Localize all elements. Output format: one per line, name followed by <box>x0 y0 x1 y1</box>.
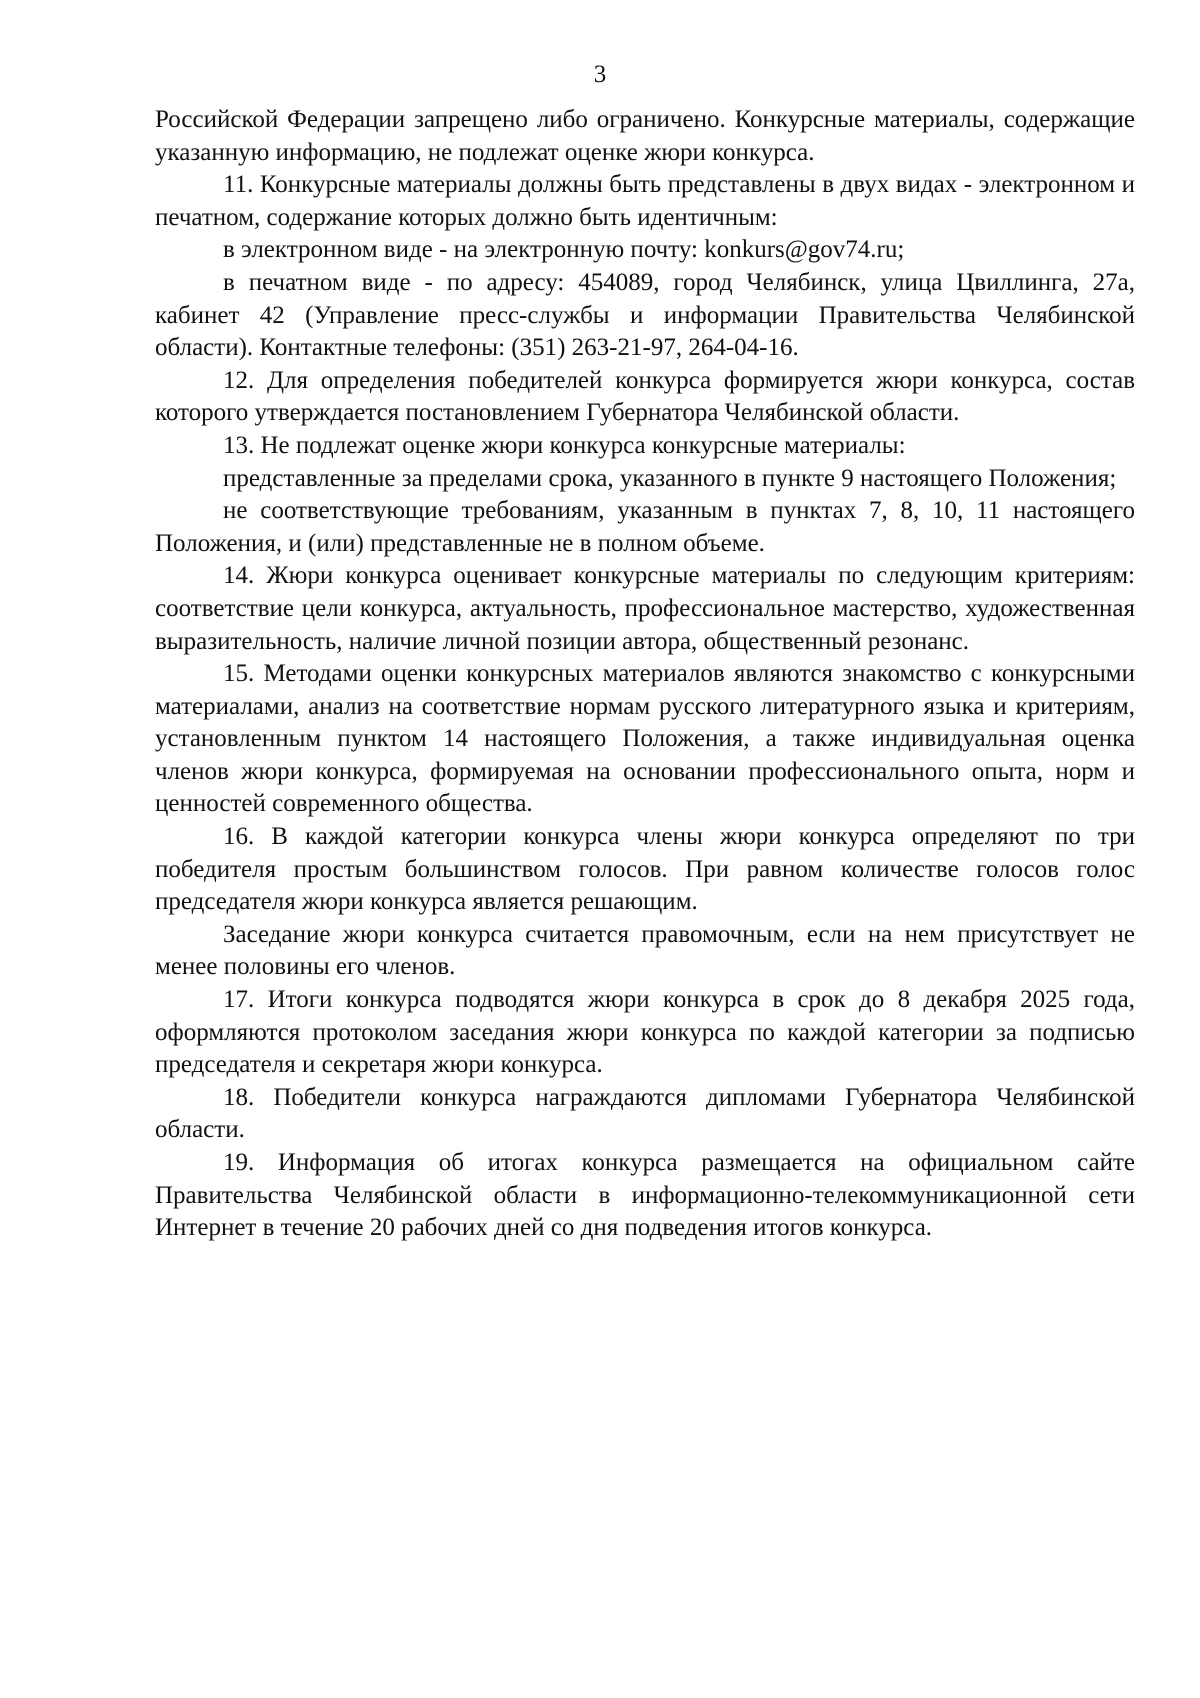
paragraph-printed-form: в печатном виде - по адресу: 454089, город Челябинск, улица Цвиллинга, 27а, кабинет 42 (Управление пресс-службы и информации Правительства Челябинской области). Контактные телефоны: (351) 263-21-97, 264-04-16. <box>155 268 1135 362</box>
page-number: 3 <box>593 61 607 88</box>
paragraph-item-13-b: не соответствующие требованиям, указанным в пунктах 7, 8, 10, 11 настоящего Положения, и (или) представленные не в полном объеме. <box>155 497 1135 557</box>
paragraph-item-12: 12. Для определения победителей конкурса формируется жюри конкурса, состав которого утверждается постановлением Губернатора Челябинской области. <box>155 366 1135 427</box>
paragraph-continuation: Российской Федерации запрещено либо ограничено. Конкурсные материалы, содержащие указанную информацию, не подлежат оценке жюри конкурса. <box>155 106 1135 166</box>
paragraph-quorum: Заседание жюри конкурса считается правомочным, если на нем присутствует не менее половины его членов. <box>155 920 1135 981</box>
paragraph-electronic-form: в электронном виде - на электронную почту: konkurs@gov74.ru; <box>223 236 905 264</box>
paragraph-item-11: 11. Конкурсные материалы должны быть представлены в двух видах - электронном и печатном, содержание которых должно быть идентичным: <box>155 171 1135 231</box>
paragraph-item-19: 19. Информация об итогах конкурса размещается на официальном сайте Правительства Челябинской области в информационно-телекоммуникационной сети Интернет в течение 20 рабочих дней со дня подведения итогов конкурса. <box>155 1149 1135 1242</box>
paragraph-item-14: 14. Жюри конкурса оценивает конкурсные материалы по следующим критериям: соответствие цели конкурса, актуальность, профессиональное мастерство, художественная выразительность, наличие личной позиции автора, общественный резонанс. <box>155 562 1135 655</box>
paragraph-item-16: 16. В каждой категории конкурса члены жюри конкурса определяют по три победителя простым большинством голосов. При равном количестве голосов голос председателя жюри конкурса является решающим. <box>155 823 1135 916</box>
paragraph-item-18: 18. Победители конкурса награждаются дипломами Губернатора Челябинской области. <box>155 1083 1135 1144</box>
paragraph-item-13: 13. Не подлежат оценке жюри конкурса конкурсные материалы: <box>223 431 906 459</box>
paragraph-item-17: 17. Итоги конкурса подводятся жюри конкурса в срок до 8 декабря 2025 года, оформляются протоколом заседания жюри конкурса по каждой категории за подписью председателя и секретаря жюри конкурса. <box>155 986 1135 1079</box>
paragraph-item-15: 15. Методами оценки конкурсных материалов являются знакомство с конкурсными материалами, анализ на соответствие нормам русского литературного языка и критериям, установленным пунктом 14 настоящего Положения, а также индивидуальная оценка членов жюри конкурса, формируемая на основании профессионального опыта, норм и ценностей современного общества. <box>155 660 1135 818</box>
paragraph-item-13-a: представленные за пределами срока, указанного в пункте 9 настоящего Положения; <box>223 464 1117 492</box>
document-body <box>155 104 1135 1245</box>
